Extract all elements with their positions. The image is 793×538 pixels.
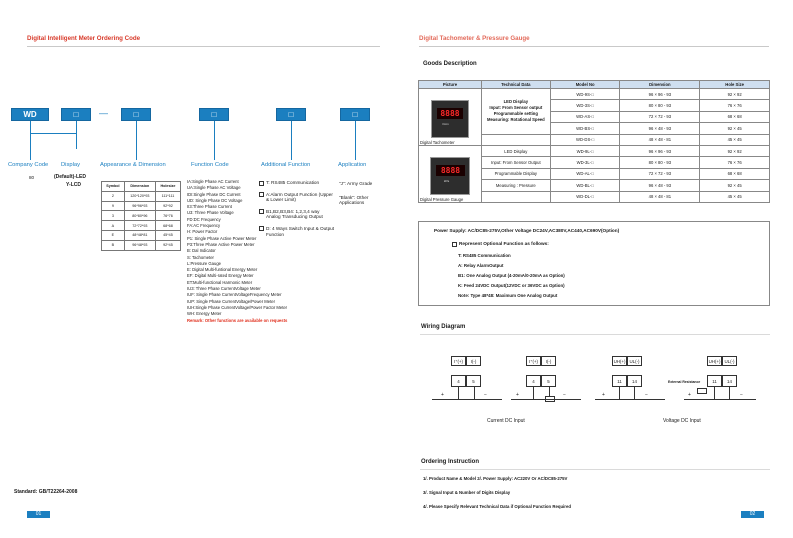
page-number-right: 02 <box>741 511 764 518</box>
cell: E <box>102 230 125 240</box>
pressure-tech: Input: From Sensor Output <box>481 157 550 168</box>
wire <box>595 399 665 400</box>
code-box-appearance: □ <box>121 108 151 121</box>
function-code-item: U3: Three Phase Voltage <box>187 210 234 216</box>
function-code-item: H: Power Factor <box>187 229 218 235</box>
wire <box>533 387 534 399</box>
wire <box>714 387 715 399</box>
standard-note: Standard: GB/T22264-2008 <box>14 489 78 495</box>
function-code-item: L:Pressure Gauge <box>187 260 221 266</box>
function-code-item: P3:Three Phase Active Power Meter <box>187 241 255 247</box>
terminal-number: 5 <box>466 375 481 387</box>
tachometer-picture-cell <box>419 89 482 146</box>
cell: 80*80*96 <box>124 211 155 221</box>
connector <box>214 121 215 160</box>
additional-function-item <box>259 180 335 186</box>
plus-sign: + <box>516 392 519 398</box>
function-code-item: B: Dal Indicator <box>187 248 216 254</box>
cell: 80 × 80 - 93 <box>620 100 700 111</box>
cell: WD-AS-□ <box>550 111 620 122</box>
ordering-item: 4/. Please Specify Relevant Technical Data if Optional Function Required <box>423 504 571 509</box>
cell: WD-BS-□ <box>550 123 620 134</box>
connector <box>291 121 292 160</box>
pressure-tech: Measuring : Pressure <box>481 180 550 191</box>
optional-item: T: RS485 Communication <box>458 253 511 258</box>
application-item: "Blank": Other Applications <box>339 194 369 206</box>
power-supply: Power Supply: AC/DC85-275V,Other Voltage DC24V,AC380V,AC440,AC690V(Option) <box>434 228 620 233</box>
cell: 80 × 80 - 93 <box>620 157 700 168</box>
additional-function-text: T: RS485 Communication <box>266 180 320 185</box>
terminal-number: 11 <box>612 375 627 387</box>
optional-item: Note: Type 48*48: Maximum One Analog Output <box>458 293 558 298</box>
function-code-item: UA:Single Phase AC Voltage <box>187 185 241 191</box>
cell: 48*48*81 <box>124 230 155 240</box>
ordering-item: 3/. Signal Input & Number of Digits Display <box>423 490 511 495</box>
pressure-unit: kPa <box>443 178 450 183</box>
wire <box>729 387 730 399</box>
divider <box>420 469 770 470</box>
external-resistance-label: External Resistance <box>668 380 701 384</box>
ordering-item: 1/. Product Name & Model 2/. Power Supply: AC220V Or AC/DC85-275V <box>423 476 568 481</box>
goods-header: Technical Data <box>481 81 550 89</box>
minus-sign: − <box>645 392 648 398</box>
cell: 76 × 76 <box>700 100 770 111</box>
cell: 76 × 76 <box>700 157 770 168</box>
function-code-item: II3:Three Phase Current <box>187 204 232 210</box>
table-row <box>102 221 181 231</box>
wire <box>458 387 459 399</box>
table-row <box>102 201 181 211</box>
wire <box>474 387 475 399</box>
function-code-item: P1: Single Phase Active Power Meter <box>187 235 257 241</box>
goods-header: Dimension <box>620 81 700 89</box>
cell: 48 × 48 - 81 <box>620 191 700 202</box>
cell: 92 × 45 <box>700 180 770 191</box>
cell: 45*45 <box>155 230 180 240</box>
code-box-function: □ <box>199 108 229 121</box>
cell: 45 × 45 <box>700 134 770 145</box>
cell: WD-3S-□ <box>550 100 620 111</box>
minus-sign: − <box>740 392 743 398</box>
connector <box>30 121 31 133</box>
pressure-picture-cell <box>419 145 482 202</box>
connector <box>136 121 137 160</box>
function-code-item: UD: Single Phase DC Voltage <box>187 197 243 203</box>
table-row <box>102 240 181 250</box>
connector <box>76 121 77 149</box>
dim-header: Dimension <box>124 182 155 192</box>
additional-function-item <box>259 192 335 203</box>
application-item: "J": Army Grade <box>339 181 373 186</box>
tachometer-caption: Digital Tachometer <box>420 139 455 145</box>
cell: 92*45 <box>155 240 180 250</box>
function-code-item: IA:Single Phase AC Current <box>187 179 239 184</box>
wire <box>511 399 581 400</box>
wire <box>619 387 620 399</box>
checkbox-icon <box>259 209 264 214</box>
checkbox-icon <box>452 242 457 247</box>
optional-item: B1: One Analog Output (4-20mA/0-20mA as Option) <box>458 273 565 278</box>
voltage-dc-caption: Voltage DC Input <box>663 418 701 424</box>
cell: 48 × 48 - 81 <box>620 134 700 145</box>
terminal-label: UH(+) <box>612 356 627 366</box>
terminal-label: UL(-) <box>627 356 642 366</box>
terminal-number: 14 <box>627 375 642 387</box>
cell: 3 <box>102 211 125 221</box>
function-code-item: IUF: Single Phase CurrentVoltageFrequency Meter <box>187 292 282 298</box>
label-display: Display <box>61 162 81 168</box>
table-row <box>102 191 181 201</box>
function-code-item: EF: Digital Multi-rated Energy Meter <box>187 273 254 279</box>
function-code-item: WH: Energy Meter <box>187 311 222 317</box>
ordering-title: Ordering Instruction <box>421 459 480 465</box>
pressure-led: 8888 <box>436 165 465 176</box>
cell: WD-9L-□ <box>550 145 620 156</box>
cell <box>481 191 550 202</box>
terminal-label: UH(+) <box>707 356 722 366</box>
function-code-item: ET:Multi-functional Harmonic Meter <box>187 279 253 285</box>
cell: WD-DS-□ <box>550 134 620 145</box>
cell: WD-DL-□ <box>550 191 620 202</box>
left-page-title: Digital Intelligent Meter Ordering Code <box>27 35 141 42</box>
wiring-title: Wiring Diagram <box>421 324 466 330</box>
cell: A <box>102 221 125 231</box>
cell: WD-AL-□ <box>550 168 620 179</box>
function-code-item: IDI:Single Phase DC Current <box>187 191 241 197</box>
cell: 2 <box>102 191 125 201</box>
pressure-tech: LED Display <box>481 145 550 156</box>
connector <box>30 133 31 160</box>
divider <box>27 46 380 47</box>
terminal-number: 4 <box>451 375 466 387</box>
cell: 72*72*93 <box>124 221 155 231</box>
tachometer-led: 8888 <box>437 108 463 119</box>
table-row <box>419 145 770 156</box>
function-code-item: FA:AC Frequency <box>187 223 221 229</box>
wire <box>432 399 502 400</box>
cell: 96 × 96 - 93 <box>620 145 700 156</box>
terminal-label: UL(-) <box>722 356 737 366</box>
minus-sign: − <box>484 392 487 398</box>
tachometer-unit: r/min <box>441 121 449 126</box>
table-row <box>102 211 181 221</box>
cell: 76*76 <box>155 211 180 221</box>
wire <box>684 399 756 400</box>
cell: WD-BL-□ <box>550 180 620 191</box>
checkbox-icon <box>259 192 264 197</box>
function-code-item: IUH:Single Phase CurrentVoltage/Power Factor Meter <box>187 304 288 310</box>
code-box-display: □ <box>61 108 91 121</box>
cell: 68*68 <box>155 221 180 231</box>
terminal-label: I(-) <box>541 356 556 366</box>
page-number-left: 01 <box>27 511 50 518</box>
connector <box>30 133 77 134</box>
wire <box>634 387 635 399</box>
table-row <box>102 230 181 240</box>
cell: WD-9S-□ <box>550 89 620 100</box>
goods-header: Picture <box>419 81 482 89</box>
terminal-number: 4 <box>526 375 541 387</box>
pressure-caption: Digital Pressure Gauge <box>420 196 464 202</box>
cell: B <box>102 240 125 250</box>
function-code-item: S: Tachometer <box>187 254 214 260</box>
label-company-code: Company Code <box>8 162 49 168</box>
code-box-application: □ <box>340 108 370 121</box>
cell: WD-3L-□ <box>550 157 620 168</box>
function-code-item: E: Digital Multi-funtional Energy Meter <box>187 267 258 273</box>
additional-function-text: B1,B2,B3,B4: 1,2,3,4 way Analog Transducing Output <box>266 208 323 220</box>
divider <box>420 334 770 335</box>
company-code-value: 80 <box>29 175 35 180</box>
checkbox-icon <box>259 226 264 231</box>
cell: 120*120*93 <box>124 191 155 201</box>
additional-function-list <box>259 180 335 240</box>
application-list <box>339 181 384 206</box>
cell: 72 × 72 - 93 <box>620 168 700 179</box>
optional-item: K: Feed 24VDC Output(12VDC or 36VDC as Option) <box>458 283 565 288</box>
label-application: Application <box>338 162 367 168</box>
additional-function-text: D: 4 Ways Switch Input & Output Function <box>266 225 335 237</box>
connector <box>355 121 356 160</box>
cell: 68 × 68 <box>700 111 770 122</box>
tachometer-image <box>431 100 469 138</box>
label-additional-function: Additional Function <box>261 162 311 168</box>
label-function-code: Function Code <box>191 162 229 168</box>
additional-function-item <box>259 226 335 237</box>
code-box-additional: □ <box>276 108 306 121</box>
cell: 92 × 45 <box>700 123 770 134</box>
goods-header: Model No <box>550 81 620 89</box>
dim-header: Holesize <box>155 182 180 192</box>
cell: 111*111 <box>155 191 180 201</box>
cell: 92 × 92 <box>700 145 770 156</box>
dim-header: Symbol <box>102 182 125 192</box>
pressure-gauge-image <box>430 157 470 195</box>
optional-item: A: Relay AlarmOutput <box>458 263 504 268</box>
plus-sign: + <box>602 392 605 398</box>
resistor-icon <box>697 388 707 394</box>
table-row <box>419 89 770 100</box>
cell: 96*96*93 <box>124 201 155 211</box>
terminal-number: 14 <box>722 375 737 387</box>
cell <box>481 134 550 145</box>
cell: 68 × 68 <box>700 168 770 179</box>
cell: 96 × 48 - 93 <box>620 123 700 134</box>
cell: 9 <box>102 201 125 211</box>
goods-description-title: Goods Description <box>423 61 477 67</box>
optional-intro <box>452 241 549 247</box>
terminal-label: I⁺(+) <box>526 356 541 366</box>
cell: 45 × 45 <box>700 191 770 202</box>
current-dc-caption: Current DC Input <box>487 418 525 424</box>
display-default: (Default)-LED <box>54 174 86 180</box>
label-appearance: Appearance & Dimension <box>100 162 166 168</box>
function-code-item: FD:DC Frequency <box>187 216 221 222</box>
minus-sign: − <box>563 392 566 398</box>
additional-function-text: A:Alarm Output Function (Upper & Lower Limit) <box>266 191 333 203</box>
cell: 72 × 72 - 93 <box>620 111 700 122</box>
function-code-item: IU3: Three Phase CurrentVoltage Meter <box>187 286 261 292</box>
optional-list <box>458 251 565 301</box>
function-code-item: IUP: Single Phase CurrentVoltage/Power Meter <box>187 298 275 304</box>
code-box-wd: WD <box>11 108 49 121</box>
divider <box>419 46 769 47</box>
display-option: Y-LCD <box>66 182 81 188</box>
cell: 92*92 <box>155 201 180 211</box>
cell: 92 × 92 <box>700 89 770 100</box>
goods-table <box>418 80 770 203</box>
additional-function-item <box>259 209 335 220</box>
pressure-tech: Programmable Display <box>481 168 550 179</box>
tachometer-tech-data: LED Display Input: From Sensor output Programmable setting Measuring: Rotational Speed <box>481 89 550 135</box>
right-page-title: Digital Tachometer & Pressure Gauge <box>419 35 530 42</box>
cell: 96*48*93 <box>124 240 155 250</box>
terminal-number: 5 <box>541 375 556 387</box>
terminal-label: I⁺(+) <box>451 356 466 366</box>
dimension-table <box>101 181 181 251</box>
cell: 96 × 96 - 93 <box>620 89 700 100</box>
goods-header: Hole Size <box>700 81 770 89</box>
terminal-label: I(-) <box>466 356 481 366</box>
checkbox-icon <box>259 181 264 186</box>
cell: 96 × 48 - 93 <box>620 180 700 191</box>
code-dash: — <box>99 108 108 118</box>
plus-sign: + <box>688 392 691 398</box>
plus-sign: + <box>441 392 444 398</box>
terminal-number: 11 <box>707 375 722 387</box>
remark: Remark: Other functions are available on requests <box>187 317 288 323</box>
optional-intro-text: Represent Optional Function as follows: <box>459 241 549 246</box>
